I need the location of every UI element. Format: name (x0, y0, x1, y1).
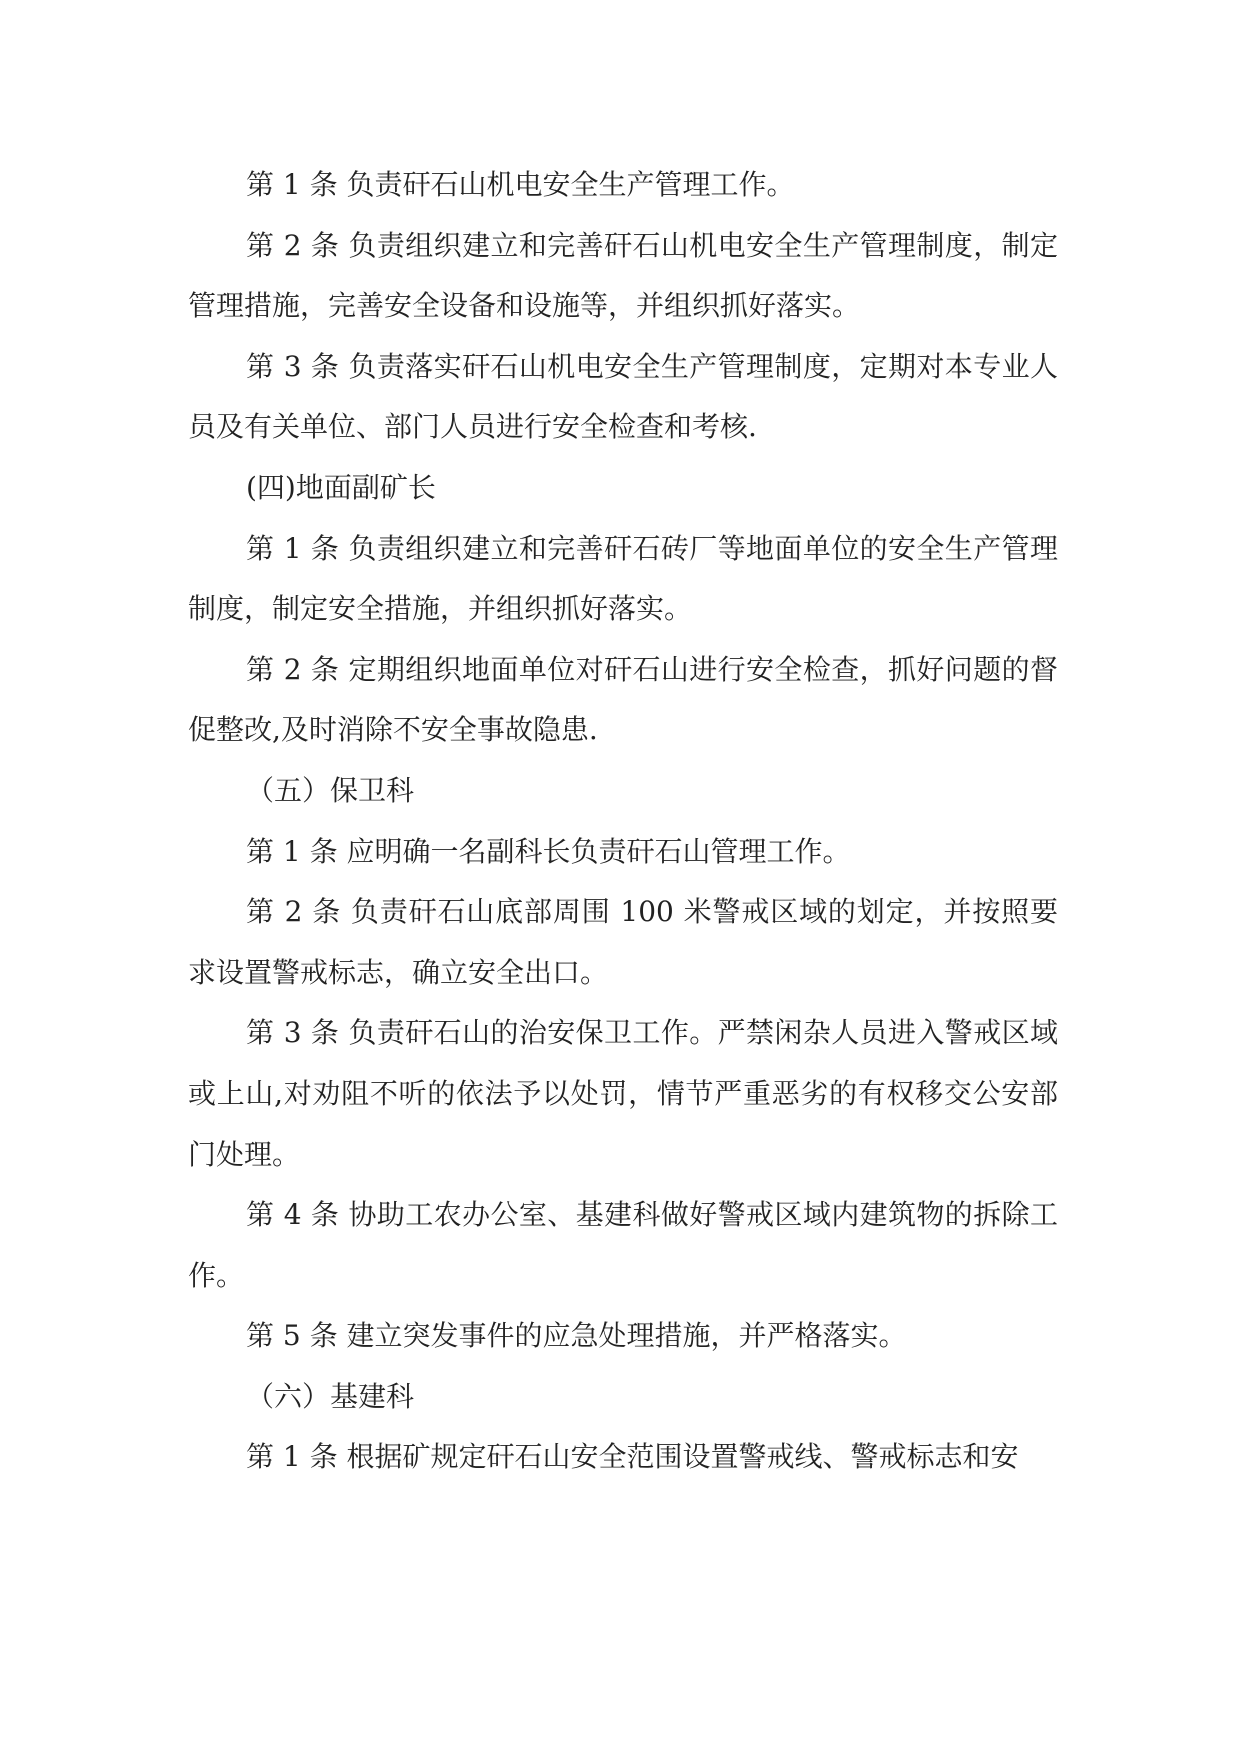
article-paragraph: 第 3 条 负责落实矸石山机电安全生产管理制度，定期对本专业人员及有关单位、部门人员进行安全检查和考核. (188, 349, 1058, 444)
article-paragraph: 第 1 条 应明确一名副科长负责矸石山管理工作。 (246, 834, 851, 868)
document-body (188, 155, 1058, 1488)
section-heading: （六）基建科 (246, 1379, 415, 1413)
article-paragraph: 第 2 条 负责组织建立和完善矸石山机电安全生产管理制度，制定管理措施，完善安全设备和设施等，并组织抓好落实。 (188, 228, 1058, 323)
section-heading: （五）保卫科 (246, 773, 415, 807)
article-paragraph: 第 4 条 协助工农办公室、基建科做好警戒区域内建筑物的拆除工作。 (188, 1198, 1058, 1292)
article-paragraph: 第 2 条 负责矸石山底部周围 100 米警戒区域的划定，并按照要求设置警戒标志，确立安全出口。 (188, 895, 1058, 989)
article-paragraph: 第 1 条 负责组织建立和完善矸石砖厂等地面单位的安全生产管理制度，制定安全措施，并组织抓好落实。 (188, 531, 1058, 626)
article-paragraph: 第 5 条 建立突发事件的应急处理措施，并严格落实。 (246, 1319, 907, 1353)
article-paragraph: 第 3 条 负责矸石山的治安保卫工作。严禁闲杂人员进入警戒区域或上山,对劝阻不听的依法予以处罚，情节严重恶劣的有权移交公安部门处理。 (188, 1016, 1058, 1171)
section-heading: (四)地面副矿长 (246, 470, 436, 504)
article-paragraph: 第 1 条 根据矿规定矸石山安全范围设置警戒线、警戒标志和安 (246, 1440, 1019, 1474)
article-paragraph: 第 2 条 定期组织地面单位对矸石山进行安全检查，抓好问题的督促整改,及时消除不安全事故隐患. (188, 652, 1058, 747)
article-paragraph: 第 1 条 负责矸石山机电安全生产管理工作。 (246, 168, 795, 201)
